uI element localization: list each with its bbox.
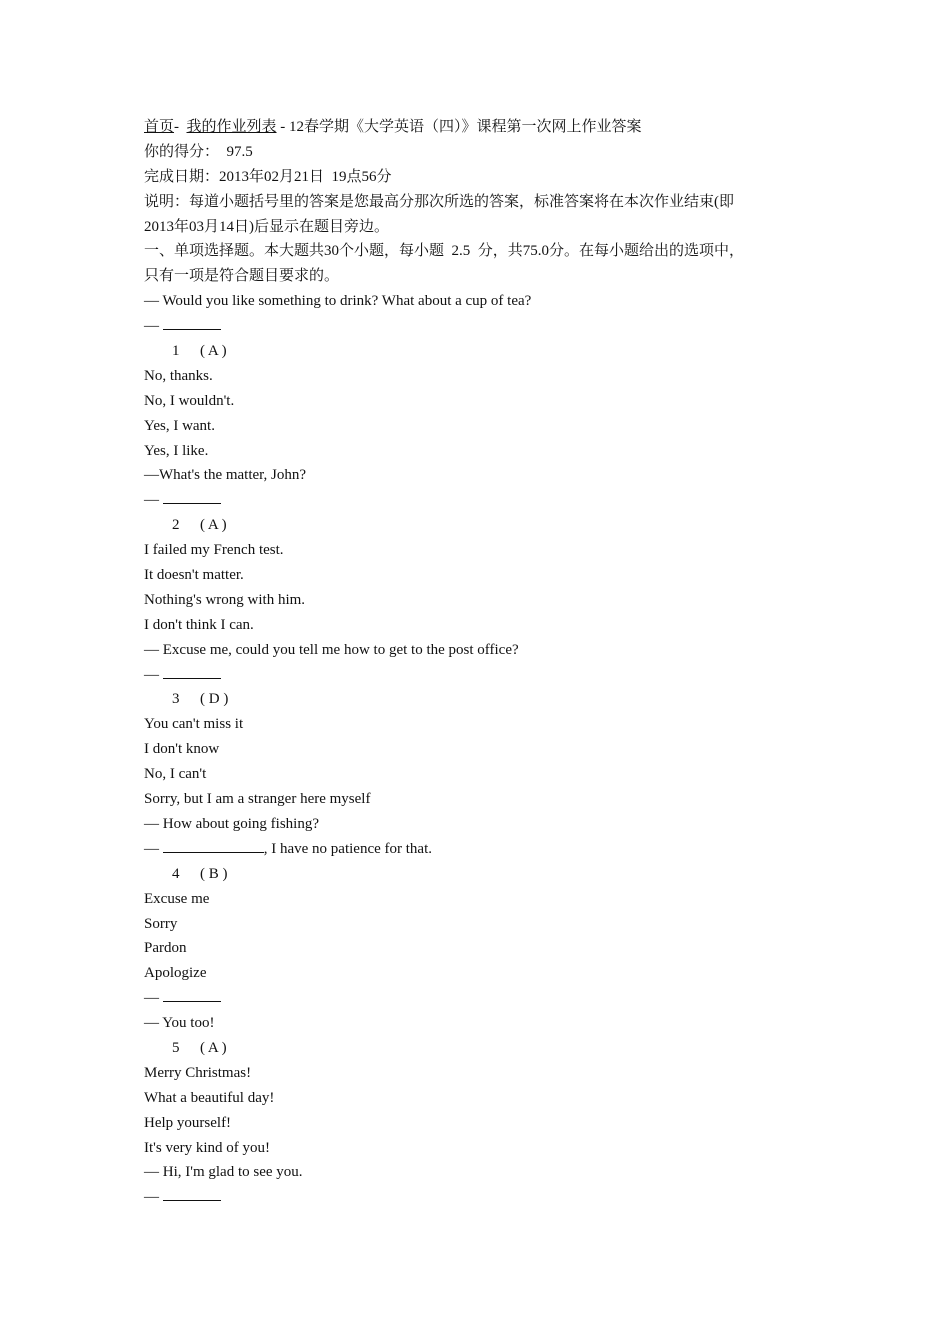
question-number-row: [144, 1036, 814, 1061]
question-number: 1: [172, 343, 180, 360]
option-a: Merry Christmas!: [144, 1064, 252, 1081]
question-reply: — , I have no patience for that.: [144, 837, 814, 862]
section-heading-line-2: 只有一项是符合题目要求的。: [144, 268, 340, 285]
question-number: 4: [172, 865, 180, 882]
question-number: 3: [172, 691, 180, 708]
selected-answer: ( A ): [200, 343, 227, 360]
breadcrumb: [144, 115, 814, 140]
option-a: You can't miss it: [144, 716, 244, 733]
option-a: No, thanks.: [144, 367, 213, 384]
question-reply: —: [144, 986, 814, 1011]
home-link[interactable]: 首页: [144, 119, 175, 135]
option-d: Yes, I like.: [144, 442, 209, 459]
option-b: I don't know: [144, 741, 220, 758]
completion-date-value: 2013年02月21日 19点56分: [219, 168, 392, 185]
question-reply: —: [144, 1185, 814, 1210]
option-b: What a beautiful day!: [144, 1089, 275, 1106]
option-a: I failed my French test.: [144, 542, 284, 559]
selected-answer: ( B ): [200, 865, 228, 882]
breadcrumb-separator: -: [174, 119, 180, 135]
question-block: [144, 463, 814, 637]
option-c: Pardon: [144, 940, 187, 957]
note-line-1: 说明：每道小题括号里的答案是您最高分那次所选的答案，标准答案将在本次作业结束(即: [144, 193, 734, 210]
question-block: [144, 289, 814, 463]
question-block: [144, 986, 814, 1160]
score-label: 你的得分：: [144, 143, 220, 160]
question-number: 2: [172, 517, 180, 534]
score-row: [144, 140, 814, 165]
question-prompt: — Hi, I'm glad to see you.: [144, 1164, 303, 1181]
question-block: [144, 1160, 814, 1210]
completion-date-label: 完成日期：: [144, 168, 220, 185]
option-c: Yes, I want.: [144, 417, 215, 434]
answer-blank: [163, 838, 264, 853]
question-prompt: — How about going fishing?: [144, 815, 319, 832]
note-line-2: 2013年03月14日)后显示在题目旁边。: [144, 218, 389, 235]
option-c: No, I can't: [144, 766, 207, 783]
question-number-row: [144, 862, 814, 887]
option-d: I don't think I can.: [144, 616, 254, 633]
selected-answer: ( A ): [200, 1039, 227, 1056]
question-block: [144, 812, 814, 986]
question-prompt: — Would you like something to drink? What about a cup of tea?: [144, 293, 532, 310]
question-prompt: —What's the matter, John?: [144, 467, 307, 484]
option-b: It doesn't matter.: [144, 567, 244, 584]
completion-date-row: [144, 165, 814, 190]
homework-answer-page: [144, 115, 814, 1210]
question-reply: —: [144, 663, 814, 688]
question-number-row: [144, 513, 814, 538]
page-title: - 12春学期《大学英语（四）》课程第一次网上作业答案: [276, 119, 642, 135]
answer-blank: [163, 987, 221, 1002]
homework-list-link[interactable]: 我的作业列表: [186, 119, 277, 135]
answer-blank: [163, 1186, 221, 1201]
question-reply: —: [144, 488, 814, 513]
option-a: Excuse me: [144, 890, 210, 907]
answer-blank: [163, 315, 221, 330]
selected-answer: ( D ): [200, 691, 229, 708]
question-prompt: — Excuse me, could you tell me how to get to the post office?: [144, 641, 519, 658]
question-reply: —: [144, 314, 814, 339]
option-c: Nothing's wrong with him.: [144, 591, 306, 608]
section-heading-line-1: 一、单项选择题。本大题共30个小题，每小题 2.5 分，共75.0分。在每小题给出的选项中，: [144, 243, 745, 260]
question-prompt: — You too!: [144, 1015, 215, 1032]
option-c: Help yourself!: [144, 1114, 232, 1131]
option-d: It's very kind of you!: [144, 1139, 271, 1156]
selected-answer: ( A ): [200, 517, 227, 534]
question-number-row: [144, 339, 814, 364]
answer-blank: [163, 489, 221, 504]
option-d: Sorry, but I am a stranger here myself: [144, 791, 371, 808]
option-d: Apologize: [144, 965, 207, 982]
question-number: 5: [172, 1039, 180, 1056]
answer-blank: [163, 664, 221, 679]
option-b: Sorry: [144, 915, 178, 932]
question-number-row: [144, 687, 814, 712]
score-value: 97.5: [226, 143, 253, 160]
option-b: No, I wouldn't.: [144, 392, 235, 409]
question-block: [144, 638, 814, 812]
